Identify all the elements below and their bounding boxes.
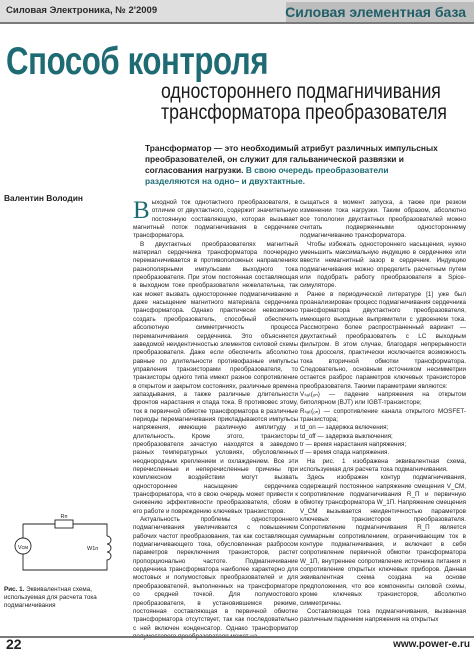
footer-rule [0,636,474,638]
circuit-wire-top [23,524,107,536]
article-title: Способ контроля [6,40,269,83]
drop-cap: В [133,197,150,224]
resistor-label: Rп [60,514,68,520]
page-number: 22 [6,636,22,652]
paragraph: Чтобы избежать одностороннего насыщения, нужно уменьшить максимальную индукцию в сердечнике или ввести немагнитный зазор в сердечник. Индукцию подмагничивания можно определить расчетным путем или подобрать работу преобразователя в Spice-симуляторе. [300,240,466,290]
paragraph: Ранее в периодической литературе [1] уже был проанализирован процесс подмагничивания сердечника трансформатора двухтактного преобразователя, имеющего выходные выпрямители с удвоением тока. Рассмотрено более распространенный вариант — двухтактный преобразователь с LC выходным фильтром. В этом случае, благодаря непрерывности тока дросселя, практически исключается возможность тока вторичной обмотки трансформатора. Следовательно, основным источником несимметрии остается разброс параметров ключевых транзисторов преобразователя. Такими параметрами являются: [300,290,466,390]
equivalent-circuit-diagram [3,510,125,582]
figure-caption-text: Эквивалентная схема, используемая для расчета тока подмагничивания [4,586,97,609]
figure-caption [4,586,124,610]
winding-label: W1п [87,546,99,552]
rubric-title: Силовая элементная база [285,4,466,20]
website-link[interactable]: www.power-e.ru [393,639,470,650]
paragraph: На рис. 1 изображена эквивалентная схема, используемая для расчета тока подмагничивания. [300,457,466,473]
magazine-issue: Силовая Электроника, № 2'2009 [6,5,158,16]
paragraph: Актуальность проблемы одностороннего подмагничивания увеличивается с повышением рабочих частот преобразования, так как составляющая подмагничивающего тока, обусловленная разбросом параметров переключения транзисторов, растет пропорционально частоте. Подмагничивание сердечника трансформатора наиболее характерно для мостовых и полумостовых преобразователей и для преобразователей, выполненных на трансформаторе со средней точкой. Для полумостового преобразователя, в установившемся режиме, постоянная составляющая в первичной обмотке трансформатора отсутствует, так как последовательно с ней включен конденсатор. Однако трансформатор [133,516,298,632]
parameter-item: Vₛₐₜ(ₒₙ) — падение напряжения на открытом биполярном (BJT) или IGBT-транзисторе; [300,390,466,407]
figure-number: Рис. 1. [4,586,25,593]
article-subtitle-line-1: одностороннего подмагничивания [161,80,441,103]
lead-tail: В свою очередь преобразователи разделяются на одно– и двухтактные. [145,165,389,186]
parameter-item: td_on — задержка включения; [300,424,389,432]
text-column-2 [300,199,466,625]
paragraph: сыщаться в момент запуска, а также при резком изменении тока нагрузки. Таким образом, абсолютно все топологии двухтактных преобразователей можно считать подверженными одностороннему подмагничиванию трансформатора. [300,199,466,240]
inductor-symbol [23,536,111,570]
header-rule [0,22,474,24]
article-lead [145,143,445,187]
resistor-symbol [55,520,73,528]
parameter-item: tf — время спада напряжения. [300,449,390,457]
parameter-item: Rₛₐₜ(ₒₙ) — сопротивление канала открытого MOSFET-транзистора; [300,407,466,423]
paragraph: В двухтактных преобразователях магнитный материал сердечника трансформатора поочередно перемагничивается в противоположных направлениях разнополярными импульсами выходного тока преобразователя. При этом постоянная составляющая в выходном токе преобразователя нежелательна, так как может вызвать одностороннее подмагничивание и даже насыщение магнитного материала сердечника трансформатора. Однако практически невозможно создать преобразователь, способный обеспечить абсолютную симметричность процесса перемагничивания сердечника. Это объясняется заведомой неидентичностью элементов силовой схемы преобразователя. Даже если обеспечить абсолютно равные по длительности противофазные импульсы управления транзисторами преобразователя, то транзисторы одного типа имеют разное сопротивление в открытом и закрытом состояниях, различные времена запаздывания, а также различные длительности фронтов нарастания и спада тока. В противовес этому, ток в первичной обмотке трансформатора в различные периоды перемагничивания прикладываются импульсы напряжения, имеющие различную амплитуду и длительность. Кроме этого, транзисторы преобразователя зачастую находятся в заведомо разных температурных условиях, обусловленных неоднородным креплением и охлаждением. Все эти перечисленные и неперечисленные причины при комплексном воздействии могут вызвать одностороннее насыщение сердечника трансформатора, что в свою очередь может привести к снижению эффективности преобразователя, сбоям в его работе и повреждению ключевых транзисторов. [133,240,298,515]
voltage-source-label: Vсм [17,545,29,551]
parameter-item: td_off — задержка выключения; [300,432,393,440]
lead-main: Трансформатор — это необходимый атрибут различных импульсных преобразователей, он служит для гальванической развязки и согласования нагрузки. [145,143,438,175]
author-name: Валентин Володин [4,193,83,203]
paragraph: Составляющая тока подмагничивания, вызванная различным падением напряжения на открытых [300,607,466,624]
parameter-item: tr — время нарастания напряжения; [300,440,407,448]
text-column-1 [133,199,298,641]
paragraph: Выходной ток однотактного преобразователя, в отличие от двухтактного, содержит значительную постоянную составляющую, которая вызывает магнитный поток подмагничивания в сердечнике трансформатора. [133,197,298,240]
paragraph: Здесь изображен контур подмагничивания, содержащий постоянное напряжение смещения V_CM, сопротивление подмагничивания R_П и первичную обмотку трансформатора W_1П. Напряжение смещения V_CM вызывается неидентичностью параметров ключевых транзисторов преобразователя. Сопротивление подмагничивания R_П является суммарным сопротивлением, ограничивающим ток в контуре подмагничивания, и включает в себя сопротивление первичной обмотки трансформатора W_1П, внутреннее сопротивление источника питания и сопротивление открытых ключевых приборов. Данная эквивалентная схема создана на основе предположения, что все компоненты силовой схемы, кроме ключевых транзисторов, абсолютно симметричны. [300,474,466,607]
article-subtitle-line-2: трансформатора преобразователя [161,101,447,124]
